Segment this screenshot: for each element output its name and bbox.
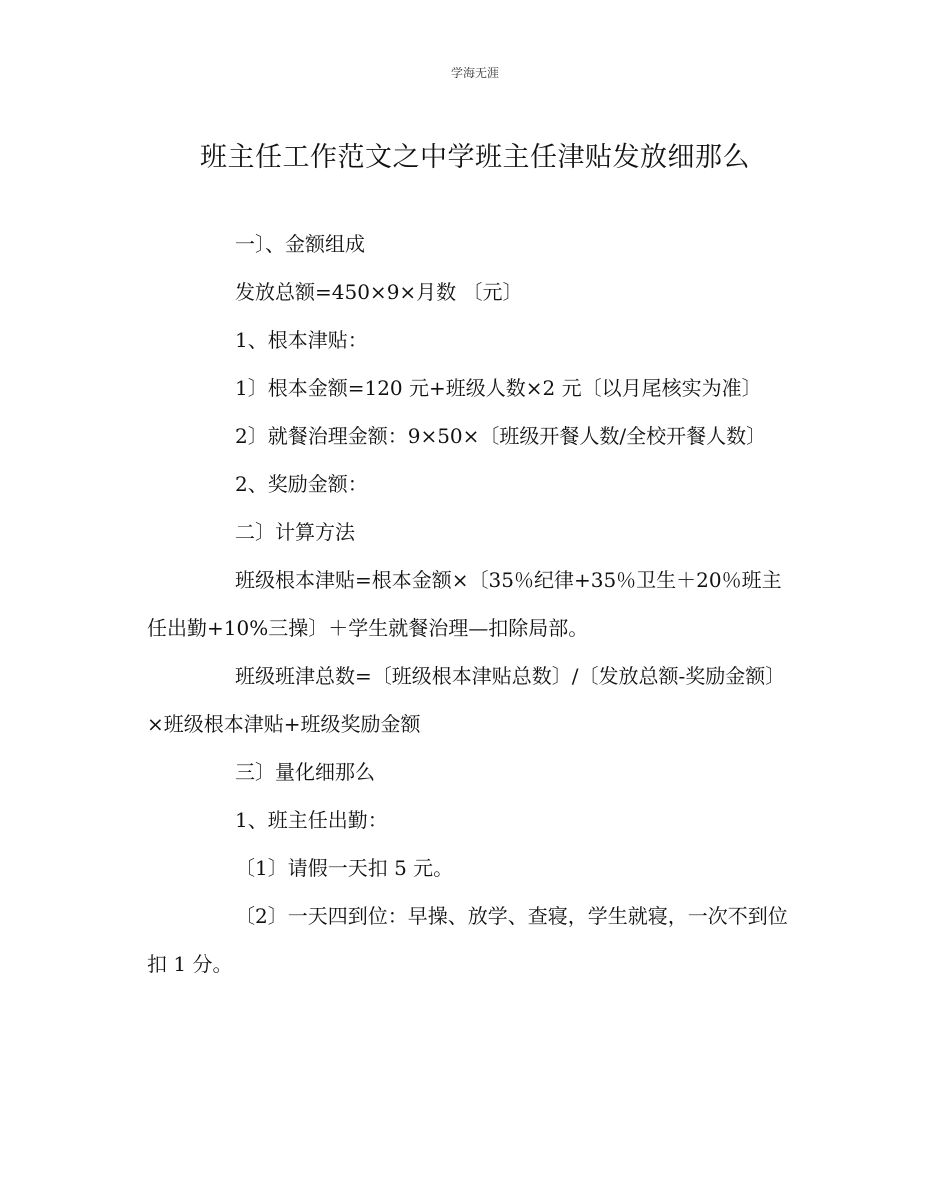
page-header: 学海无涯 <box>450 66 499 80</box>
subheading-reward-amount: 2、奖励金额： <box>235 472 368 496</box>
paragraph-class-basic-formula: 班级根本津贴=根本金额×〔35％纪律+35％卫生＋20％班主任出勤+10%三操〕＋学生就餐治理—扣除局部。 <box>147 568 782 640</box>
section-heading-quantified-rules: 三〕量化细那么 <box>235 760 375 784</box>
document-body <box>147 220 799 988</box>
paragraph-basic-amount: 1〕根本金额=120 元+班级人数×2 元〔以月尾核实为准〕 <box>235 376 762 400</box>
paragraph-four-presence: 〔2〕一天四到位：早操、放学、查寝，学生就寝，一次不到位扣 1 分。 <box>147 904 788 976</box>
section-heading-amount: 一〕、金额组成 <box>235 232 365 256</box>
document-title: 班主任工作范文之中学班主任津贴发放细那么 <box>200 142 750 173</box>
paragraph-dining-amount: 2〕就餐治理金额：9×50×〔班级开餐人数/全校开餐人数〕 <box>235 424 767 448</box>
paragraph-leave-deduction: 〔1〕请假一天扣 5 元。 <box>235 856 454 880</box>
subheading-basic-allowance: 1、根本津贴： <box>235 328 368 352</box>
paragraph-total-formula: 发放总额=450×9×月数 〔元〕 <box>235 280 523 304</box>
section-heading-calculation: 二〕计算方法 <box>235 520 355 544</box>
paragraph-class-total-formula: 班级班津总数=〔班级根本津贴总数〕/〔发放总额-奖励金额〕×班级根本津贴+班级奖励金额 <box>147 664 786 736</box>
subheading-attendance: 1、班主任出勤： <box>235 808 388 832</box>
